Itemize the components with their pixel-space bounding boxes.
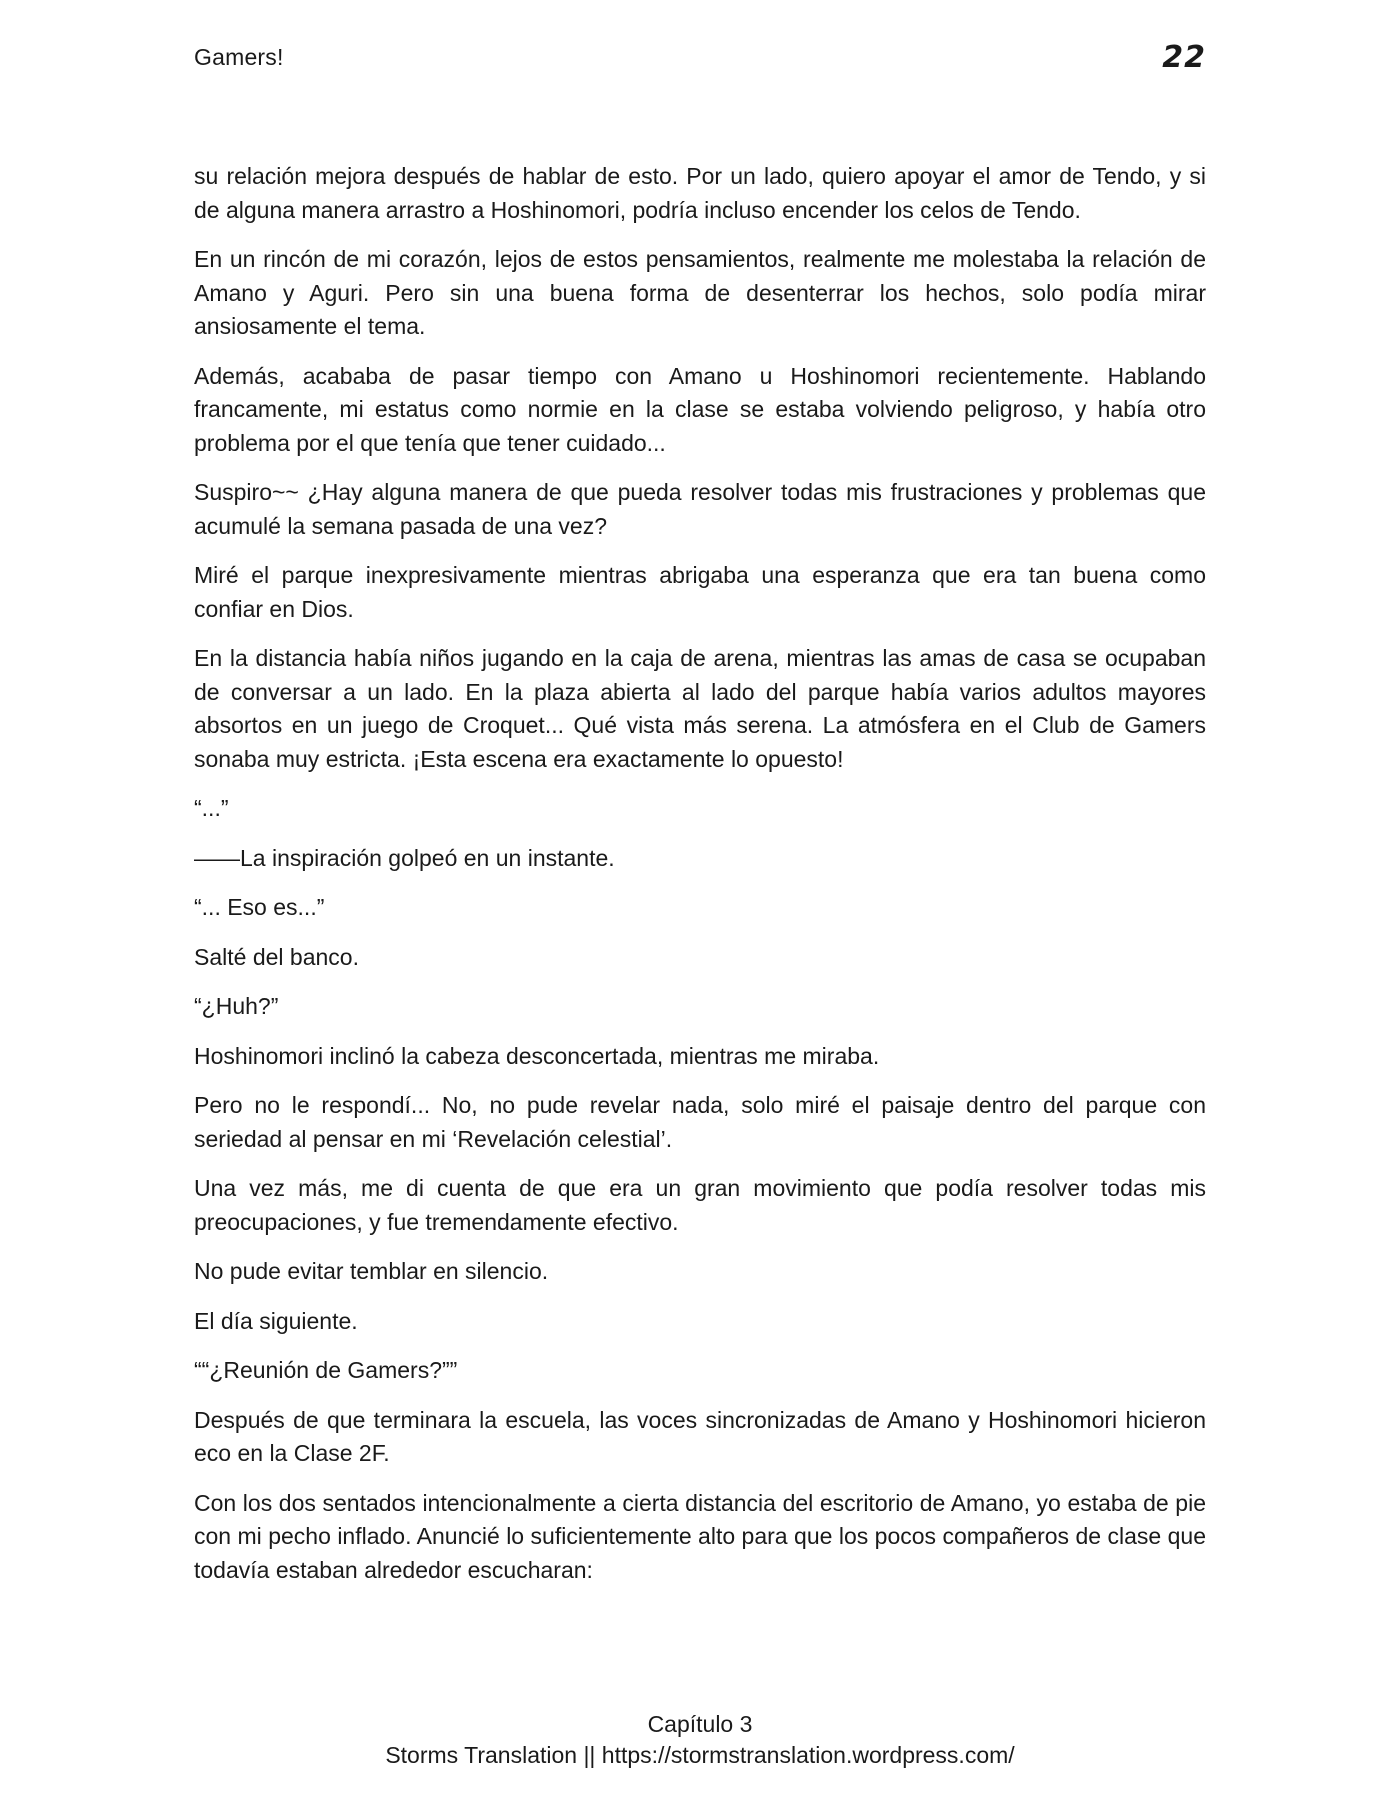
paragraph: Una vez más, me di cuenta de que era un gran movimiento que podía resolver todas mis preocupaciones, y fue tremendamente efectivo.: [194, 1175, 1206, 1235]
paragraph: Con los dos sentados intencionalmente a cierta distancia del escritorio de Amano, yo estaba de pie con mi pecho inflado. Anuncié lo suficientemente alto para que los pocos compañeros de clase que todavía estaban alrededor escucharan:: [194, 1489, 1206, 1583]
page-header: [194, 40, 1206, 80]
paragraph: “...”: [194, 795, 229, 821]
book-title: Gamers!: [194, 44, 284, 70]
paragraph: su relación mejora después de hablar de esto. Por un lado, quiero apoyar el amor de Tendo, y si de alguna manera arrastro a Hoshinomori, podría incluso encender los celos de Tendo.: [194, 163, 1206, 223]
paragraph: “... Eso es...”: [194, 894, 325, 920]
page-number: 22: [1162, 40, 1206, 75]
paragraph: Hoshinomori inclinó la cabeza desconcertada, mientras me miraba.: [194, 1042, 880, 1069]
paragraph: Pero no le respondí... No, no pude revelar nada, solo miré el paisaje dentro del parque con seriedad al pensar en mi ‘Revelación celestial’.: [194, 1092, 1206, 1152]
paragraph: Miré el parque inexpresivamente mientras abrigaba una esperanza que era tan buena como confiar en Dios.: [194, 562, 1206, 622]
paragraph: Suspiro~~ ¿Hay alguna manera de que pueda resolver todas mis frustraciones y problemas que acumulé la semana pasada de una vez?: [194, 479, 1206, 539]
paragraph: ““¿Reunión de Gamers?””: [194, 1357, 458, 1383]
page-footer: [0, 1709, 1400, 1771]
paragraph: Además, acababa de pasar tiempo con Amano u Hoshinomori recientemente. Hablando francamente, mi estatus como normie en la clase se estaba volviendo peligroso, y había otro problema por el que tenía que tener cuidado...: [194, 362, 1206, 456]
paragraph: No pude evitar temblar en silencio.: [194, 1258, 549, 1284]
body-text: [194, 160, 1206, 1603]
chapter-label: Capítulo 3: [647, 1711, 753, 1737]
paragraph: Después de que terminara la escuela, las voces sincronizadas de Amano y Hoshinomori hicieron eco en la Clase 2F.: [194, 1406, 1206, 1466]
paragraph: En la distancia había niños jugando en la caja de arena, mientras las amas de casa se ocupaban de conversar a un lado. En la plaza abierta al lado del parque había varios adultos mayores absortos en un juego de Croquet... Qué vista más serena. La atmósfera en el Club de Gamers sonaba muy estricta. ¡Esta escena era exactamente lo opuesto!: [194, 645, 1206, 772]
paragraph: ——La inspiración golpeó en un instante.: [194, 844, 615, 871]
paragraph: En un rincón de mi corazón, lejos de estos pensamientos, realmente me molestaba la relación de Amano y Aguri. Pero sin una buena forma de desenterrar los hechos, solo podía mirar ansiosamente el tema.: [194, 246, 1206, 339]
paragraph: El día siguiente.: [194, 1307, 358, 1334]
translation-credit: Storms Translation || https://stormstranslation.wordpress.com/: [385, 1742, 1015, 1768]
paragraph: “¿Huh?”: [194, 993, 279, 1019]
paragraph: Salté del banco.: [194, 943, 359, 970]
